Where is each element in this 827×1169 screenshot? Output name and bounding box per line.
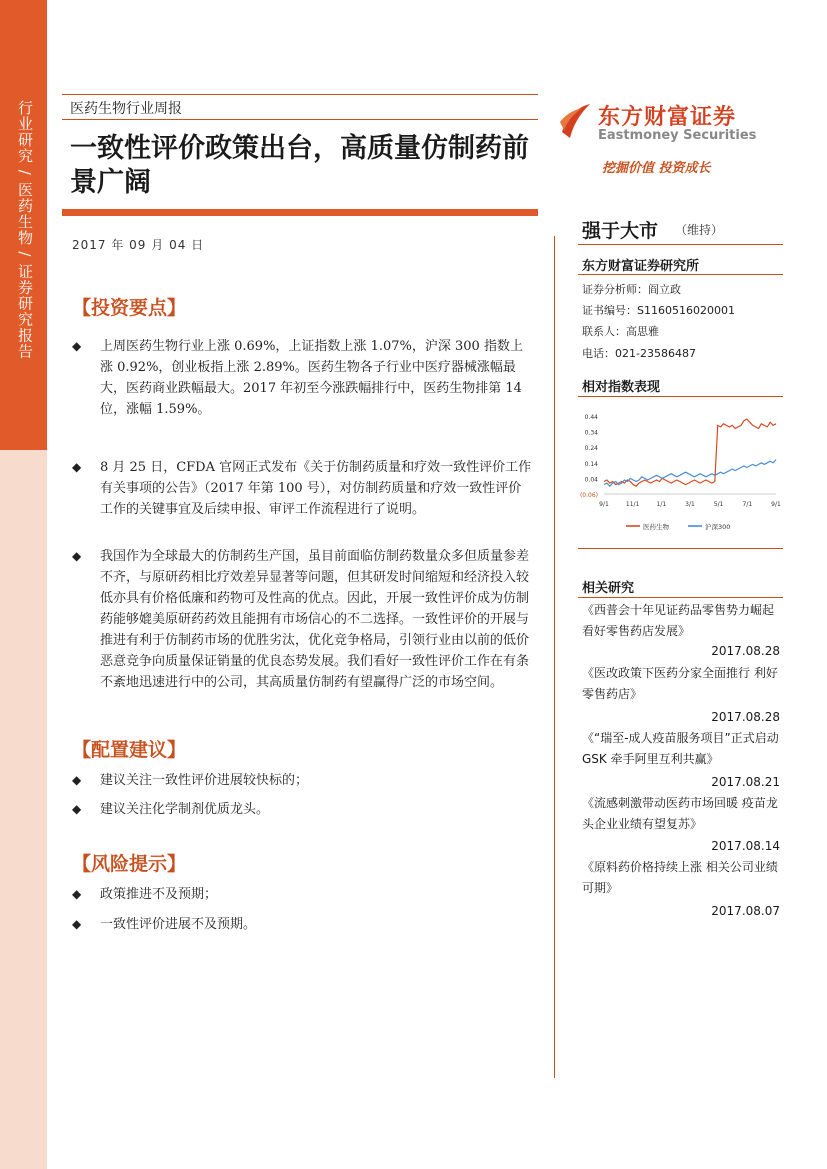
series-line-pharma [604,419,776,486]
research-item[interactable]: 《西普会十年见证药品零售势力崛起 看好零售药店发展》 [582,603,775,638]
risk-point-2 [72,914,532,935]
config-point-1 [72,770,532,791]
bullet-diamond-icon: ◆ [72,887,82,901]
invest-point-text: 8 月 25 日，CFDA 官网正式发布《关于仿制药质量和疗效一致性评价工作有关事项的公告》（2017 年第 100 号），对仿制药质量和疗效一致性评价工作的关键事宜及后续申报、审评工作流程进行了说明。 [100,460,532,517]
cert-number: 证书编号：S1160516020001 [582,304,735,317]
bullet-diamond-icon: ◆ [72,460,82,474]
x-tick-label: 1/1 [656,501,667,508]
research-date: 2017.08.07 [711,904,780,918]
chart-bottom-rule [578,548,783,549]
sidebar-band-lower [0,450,47,1169]
research-item[interactable]: 《原料药价格持续上涨 相关公司业绩可期》 [582,860,778,895]
invest-point-1 [72,336,532,420]
logo-swoosh-icon [558,102,592,142]
bullet-diamond-icon: ◆ [72,773,82,787]
research-date: 2017.08.14 [711,839,780,853]
sidebar-category-text: 行业研究 / 医药生物 / 证券研究报告 [16,100,34,360]
slogan: 挖掘价值 投资成长 [602,161,711,176]
title-underline-bar [62,209,538,216]
y-tick-label: 0.24 [584,445,598,453]
risk-point-text: 政策推进不及预期； [100,887,218,902]
page-title: 一致性评价政策出台，高质量仿制药前景广阔 [70,133,529,198]
institute-name: 东方财富证券研究所 [582,259,700,274]
y-tick-label: 0.34 [584,429,598,437]
research-item[interactable]: 《“瑞至-成人疫苗服务项目”正式启动 GSK 牵手阿里互利共赢》 [582,731,779,766]
legend-label: 沪深300 [705,523,731,531]
risk-point-1 [72,884,532,905]
config-point-2 [72,799,532,820]
section-config-heading: 【配置建议】 [72,739,187,761]
report-type: 医药生物行业周报 [70,101,182,117]
research-rule [578,597,783,598]
research-date: 2017.08.21 [711,775,780,789]
logo-en-text: Eastmoney Securities [598,128,757,143]
index-perf-heading: 相对指数表现 [582,380,661,395]
y-tick-label: 0.14 [584,460,598,468]
bullet-diamond-icon: ◆ [72,802,82,816]
bullet-diamond-icon: ◆ [72,549,82,563]
column-divider [554,236,555,1078]
bullet-diamond-icon: ◆ [72,917,82,931]
legend-label: 医药生物 [643,523,669,531]
research-date: 2017.08.28 [711,644,780,658]
y-tick-label: 0.44 [584,414,598,421]
section-invest-heading: 【投资要点】 [72,297,187,319]
invest-point-2 [72,457,532,520]
x-tick-label: 3/1 [685,501,695,508]
contact-person: 联系人：高思雅 [582,325,659,338]
config-point-text: 建议关注化学制剂优质龙头。 [100,802,270,817]
rating-status: （维持） [675,223,724,237]
y-tick-label: 0.04 [584,476,598,484]
x-tick-label: 9/1 [771,501,781,508]
index-perf-rule [578,396,783,397]
rating-rule [578,244,783,245]
report-date: 2017 年 09 月 04 日 [72,238,205,252]
section-risk-heading: 【风险提示】 [72,853,187,875]
x-tick-label: 5/1 [713,501,724,508]
research-heading: 相关研究 [582,581,635,596]
institute-rule [578,274,783,275]
invest-point-text: 上周医药生物行业上涨 0.69%，上证指数上涨 1.07%，沪深 300 指数上涨 0.92%，创业板指上涨 2.89%。医药生物各子行业中医疗器械涨幅最大，医药商业跌幅最大。2017 年初至今涨跌幅排行中，医药生物排第 14 位，涨幅 1.59%。 [100,339,523,417]
research-date: 2017.08.28 [711,710,780,724]
phone-number: 电话：021-23586487 [582,347,696,360]
logo-cn-text: 东方财富证券 [598,105,737,130]
x-tick-label: 11/1 [625,501,640,508]
research-item[interactable]: 《流感刺激带动医药市场回暖 疫苗龙头企业业绩有望复苏》 [582,796,778,831]
y-tick-label: (0.06) [579,492,598,499]
config-point-text: 建议关注一致性评价进展较快标的； [100,773,309,788]
header-top-rule [62,94,538,95]
analyst-name: 证券分析师：阎立政 [582,283,681,296]
bullet-diamond-icon: ◆ [72,339,82,353]
rating-label: 强于大市 [582,220,659,242]
invest-point-text: 我国作为全球最大的仿制药生产国，虽目前面临仿制药数量众多但质量参差不齐，与原研药相比疗效差异显著等问题，但其研发时间缩短和经济投入较低亦具有价格低廉和药物可及性高的优点。因此，开展一致性评价成为仿制药能够媲美原研药药效且能拥有市场信心的不二选择。一致性评价的开展与推进有利于仿制药市场的优胜劣汰，优化竞争格局，引领行业由以前的低价恶意竞争向质量保证销量的优良态势发展。我们看好一致性评价工作在有条不紊地迅速进行中的公司，其高质量仿制药有望赢得广泛的市场空间。 [100,549,530,690]
relative-index-chart [578,408,783,542]
header-rule [62,119,538,120]
x-tick-label: 7/1 [742,501,753,508]
research-item[interactable]: 《医改政策下医药分家全面推行 利好零售药店》 [582,666,778,701]
x-tick-label: 9/1 [599,501,609,508]
risk-point-text: 一致性评价进展不及预期。 [100,917,257,932]
invest-point-3 [72,546,532,693]
